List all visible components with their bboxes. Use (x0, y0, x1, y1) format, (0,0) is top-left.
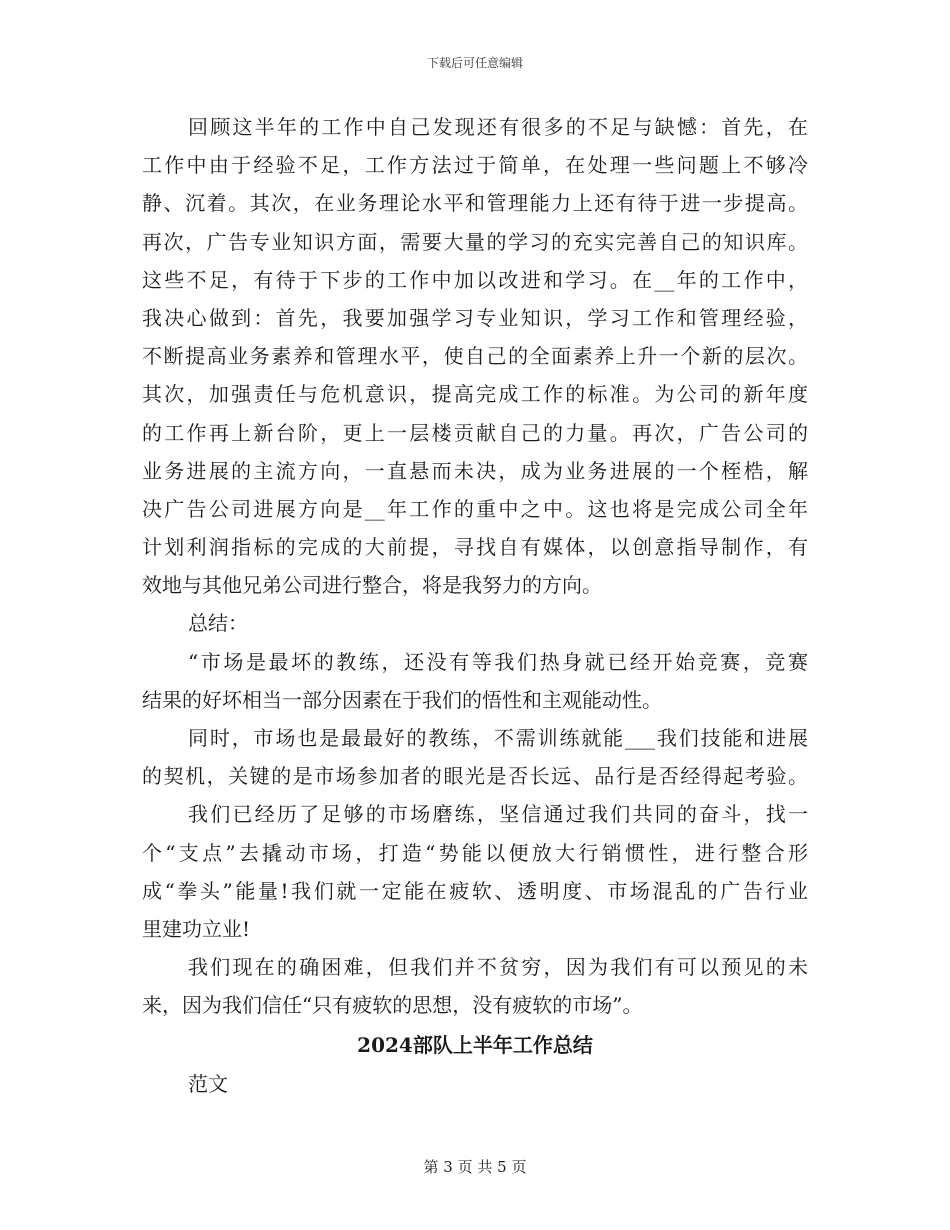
page-header-note: 下载后可任意编辑 (426, 56, 523, 70)
document-body (142, 108, 808, 1103)
text-line: 同时，市场也是最最好的教练，不需训练就能___我们技能和进展 (188, 726, 808, 750)
text-line: 来，因为我们信任“只有疲软的思想，没有疲软的市场”。 (142, 993, 643, 1018)
body-text (142, 108, 808, 1025)
text-line: 个“支点”去撬动市场，打造“势能以便放大行销惯性，进行整合形 (142, 840, 808, 865)
section-title: 2024部队上半年工作总结 (357, 1032, 593, 1057)
text-line: 工作中由于经验不足，工作方法过于简单，在处理一些问题上不够冷 (142, 153, 808, 178)
text-line: 成“拳头”能量!我们就一定能在疲软、透明度、市场混乱的广告行业 (142, 878, 808, 903)
text-line: 总结： (188, 611, 248, 636)
text-line: 我们现在的确困难，但我们并不贫穷，因为我们有可以预见的未 (188, 955, 808, 980)
text-line: 再次，广告专业知识方面，需要大量的学习的充实完善自己的知识库。 (142, 229, 808, 254)
text-line: 决广告公司进展方向是__年工作的重中之中。这也将是完成公司全年 (142, 496, 808, 521)
text-line: 这些不足，有待于下步的工作中加以改进和学习。在__年的工作中， (142, 267, 808, 292)
text-line: 的契机，关键的是市场参加者的眼光是否长远、品行是否经得起考验。 (142, 764, 808, 789)
text-line: 我决心做到：首先，我要加强学习专业知识，学习工作和管理经验， (142, 305, 808, 330)
text-line: 业务进展的主流方向，一直悬而未决，成为业务进展的一个桎梏，解 (142, 458, 808, 483)
text-line: 计划利润指标的完成的大前提，寻找自有媒体，以创意指导制作，有 (142, 535, 808, 560)
text-line: 其次，加强责任与危机意识，提高完成工作的标准。为公司的新年度 (142, 382, 808, 407)
page-number: 第 3 页 共 5 页 (423, 1158, 527, 1176)
text-line: 结果的好坏相当一部分因素在于我们的悟性和主观能动性。 (142, 687, 662, 712)
text-line: 的工作再上新台阶，更上一层楼贡献自己的力量。再次，广告公司的 (142, 420, 808, 445)
text-line: 静、沉着。其次，在业务理论水平和管理能力上还有待于进一步提高。 (142, 191, 808, 216)
section-subtitle: 范文 (188, 1071, 228, 1096)
text-line: 效地与其他兄弟公司进行整合，将是我努力的方向。 (142, 573, 602, 598)
text-line: 回顾这半年的工作中自己发现还有很多的不足与缺憾：首先，在 (188, 115, 808, 139)
text-line: 不断提高业务素养和管理水平，使自己的全面素养上升一个新的层次。 (142, 344, 808, 369)
text-line: “市场是最坏的教练，还没有等我们热身就已经开始竞赛，竞赛 (188, 649, 808, 674)
text-line: 里建功立业! (142, 916, 251, 941)
text-line: 我们已经历了足够的市场磨练，坚信通过我们共同的奋斗，找一 (188, 802, 808, 827)
